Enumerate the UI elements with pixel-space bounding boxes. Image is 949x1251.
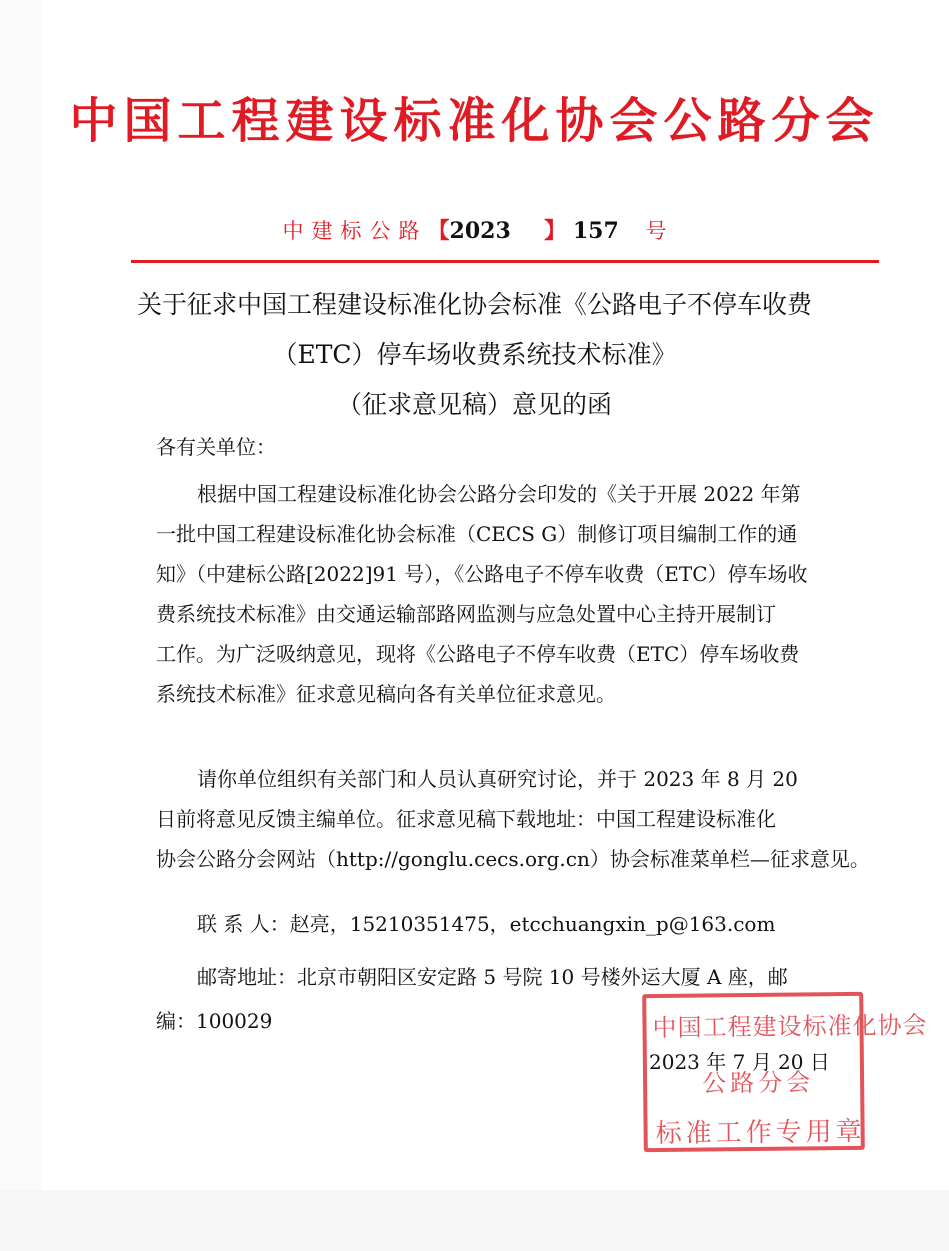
scan-margin [0, 0, 42, 1251]
paragraph-line: 请你单位组织有关部门和人员认真研究讨论，并于 2023 年 8 月 20 [197, 767, 798, 791]
doc-number-prefix: 中建标公路 [282, 219, 428, 243]
paragraph-line: 费系统技术标准》由交通运输部路网监测与应急处置中心主持开展制订 [156, 602, 776, 626]
body-paragraph-1 [156, 474, 856, 714]
document-title-line-2: （ETC）停车场收费系统技术标准》 [272, 340, 677, 369]
stamp-line-1: 中国工程建设标准化协会 [652, 1011, 928, 1043]
paragraph-line: 一批中国工程建设标准化协会标准（CECS G）制修订项目编制工作的通 [156, 522, 798, 546]
doc-number-open-bracket: 【 [427, 218, 450, 244]
page-bottom-shade [0, 1190, 949, 1251]
paragraph-line: 工作。为广泛吸纳意见，现将《公路电子不停车收费（ETC）停车场收费 [156, 642, 800, 666]
contact-info: 联 系 人：赵亮，15210351475，etcchuangxin_p@163.com [197, 912, 776, 936]
address-line: 邮寄地址：北京市朝阳区安定路 5 号院 10 号楼外运大厦 A 座，邮 [197, 965, 788, 989]
document-number [0, 214, 949, 245]
stamp-line-3: 标准工作专用章 [655, 1116, 866, 1150]
document-title-line-1: 关于征求中国工程建设标准化协会标准《公路电子不停车收费 [136, 290, 812, 319]
doc-number-suffix: 号 [645, 219, 667, 243]
paragraph-line: 日前将意见反馈主编单位。征求意见稿下载地址：中国工程建设标准化 [156, 807, 776, 831]
document-title-line-3: （征求意见稿）意见的函 [336, 390, 612, 419]
body-paragraph-2 [156, 759, 870, 879]
paragraph-line: 根据中国工程建设标准化协会公路分会印发的《关于开展 2022 年第 [197, 482, 801, 506]
address-line: 编：100029 [156, 1009, 273, 1033]
paragraph-line: 协会公路分会网站（http://gonglu.cecs.org.cn）协会标准菜单栏—征求意见。 [156, 847, 870, 871]
paragraph-line: 系统技术标准》征求意见稿向各有关单位征求意见。 [156, 682, 616, 706]
organization-header: 中国工程建设标准化协会公路分会 [69, 93, 880, 149]
document-date: 2023 年 7 月 20 日 [649, 1050, 830, 1074]
header-divider [131, 260, 879, 263]
doc-number-close-bracket: 】 [544, 218, 567, 244]
stamp-line-2: 公路分会 [701, 1068, 815, 1098]
doc-number-year: 2023 [449, 218, 511, 244]
paragraph-line: 知》（中建标公路[2022]91 号），《公路电子不停车收费（ETC）停车场收 [156, 562, 808, 586]
doc-number-value: 157 [572, 218, 619, 244]
salutation: 各有关单位： [156, 435, 276, 459]
